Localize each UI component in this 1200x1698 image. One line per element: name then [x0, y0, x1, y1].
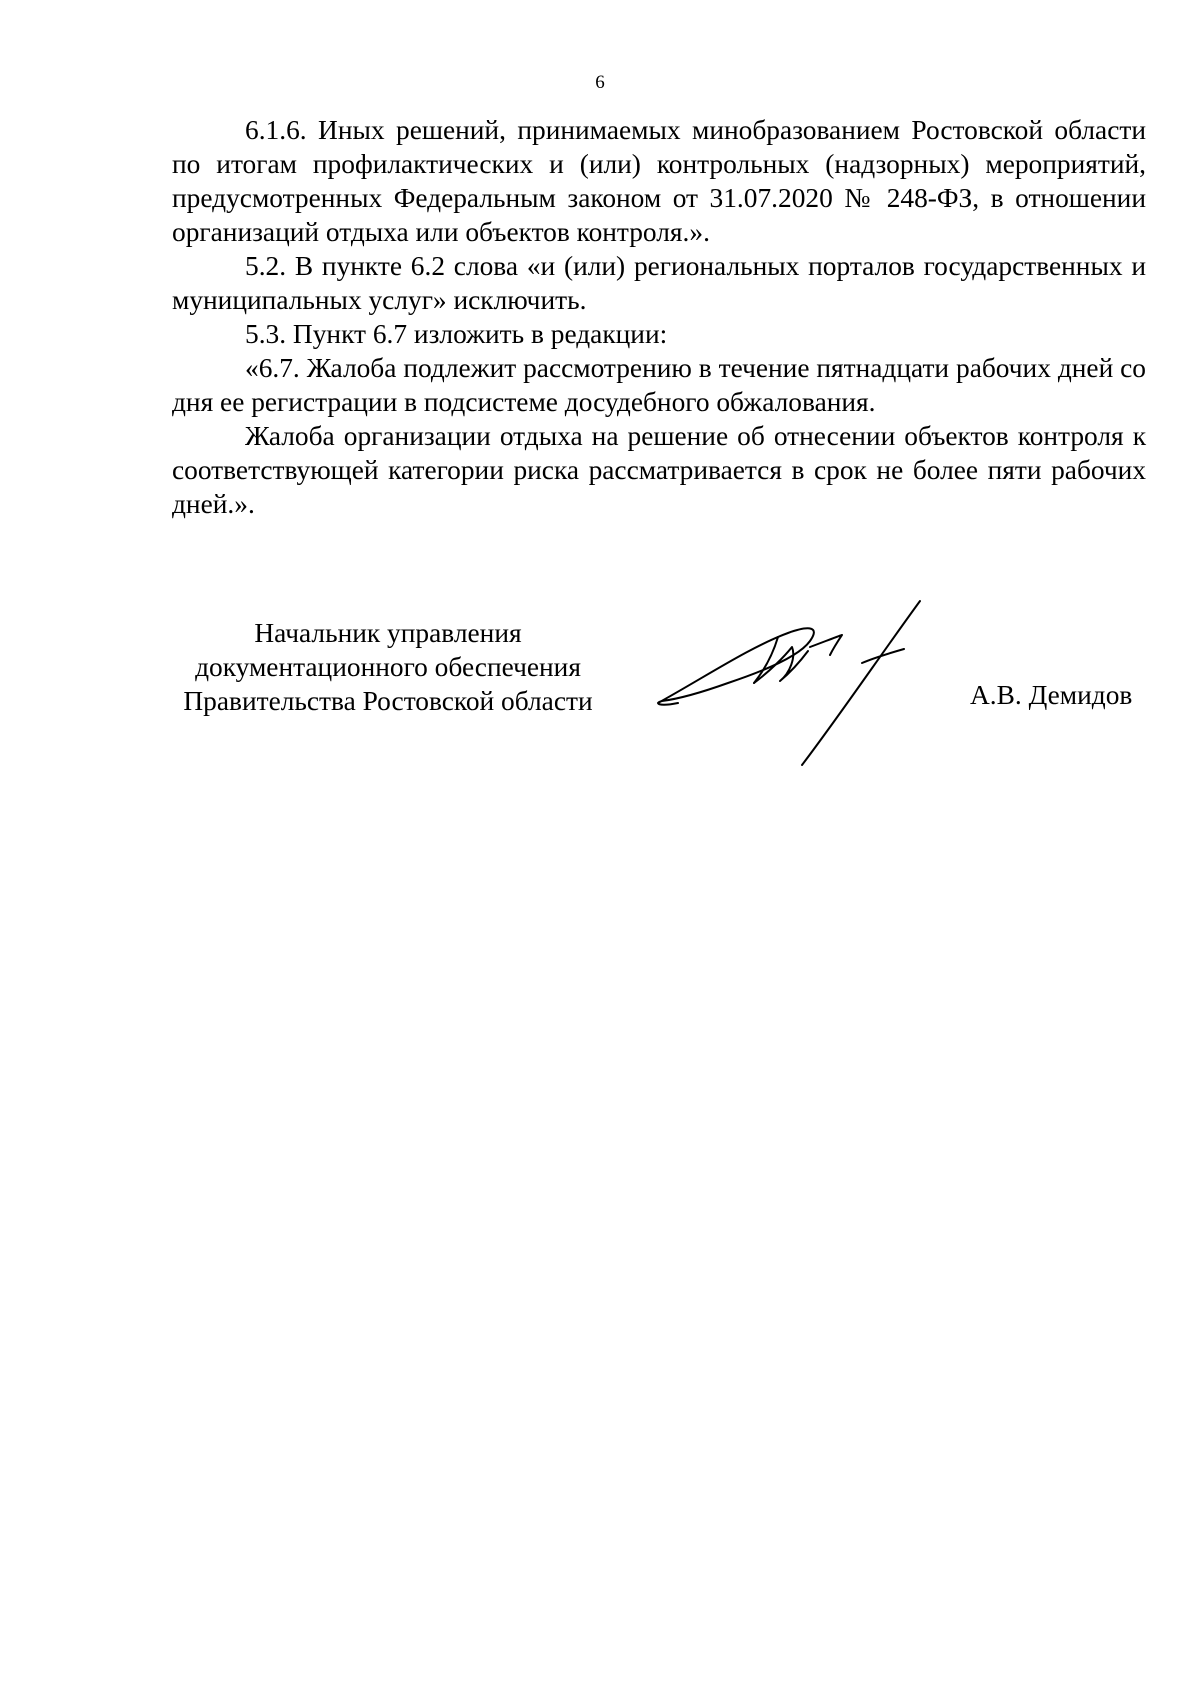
paragraph-6-1-6: 6.1.6. Иных решений, принимаемых минобразованием Ростовской области по итогам профилактических и (или) контрольных (надзорных) мероприятий, предусмотренных Федеральным законом от 31.07.2020 № 248-ФЗ, в отношении организаций отдыха или объектов контроля.».: [172, 115, 1146, 247]
signatory-name: А.В. Демидов: [970, 680, 1133, 710]
signatory-position: [168, 616, 608, 718]
signatory-position-line: Правительства Ростовской области: [183, 686, 593, 716]
handwritten-signature: [650, 595, 940, 770]
signatory-position-line: документационного обеспечения: [195, 652, 581, 682]
document-body: [172, 113, 1146, 521]
paragraph-5-3: 5.3. Пункт 6.7 изложить в редакции:: [245, 319, 668, 349]
signatory-position-line: Начальник управления: [254, 618, 522, 648]
paragraph-6-7: «6.7. Жалоба подлежит рассмотрению в течение пятнадцати рабочих дней со дня ее регистрации в подсистеме досудебного обжалования.: [172, 353, 1146, 417]
page-number: 6: [595, 72, 605, 93]
paragraph-5-2: 5.2. В пункте 6.2 слова «и (или) региональных порталов государственных и муниципальных услуг» исключить.: [172, 251, 1146, 315]
paragraph-complaint-term: Жалоба организации отдыха на решение об отнесении объектов контроля к соответствующей категории риска рассматривается в срок не более пяти рабочих дней.».: [172, 421, 1146, 519]
